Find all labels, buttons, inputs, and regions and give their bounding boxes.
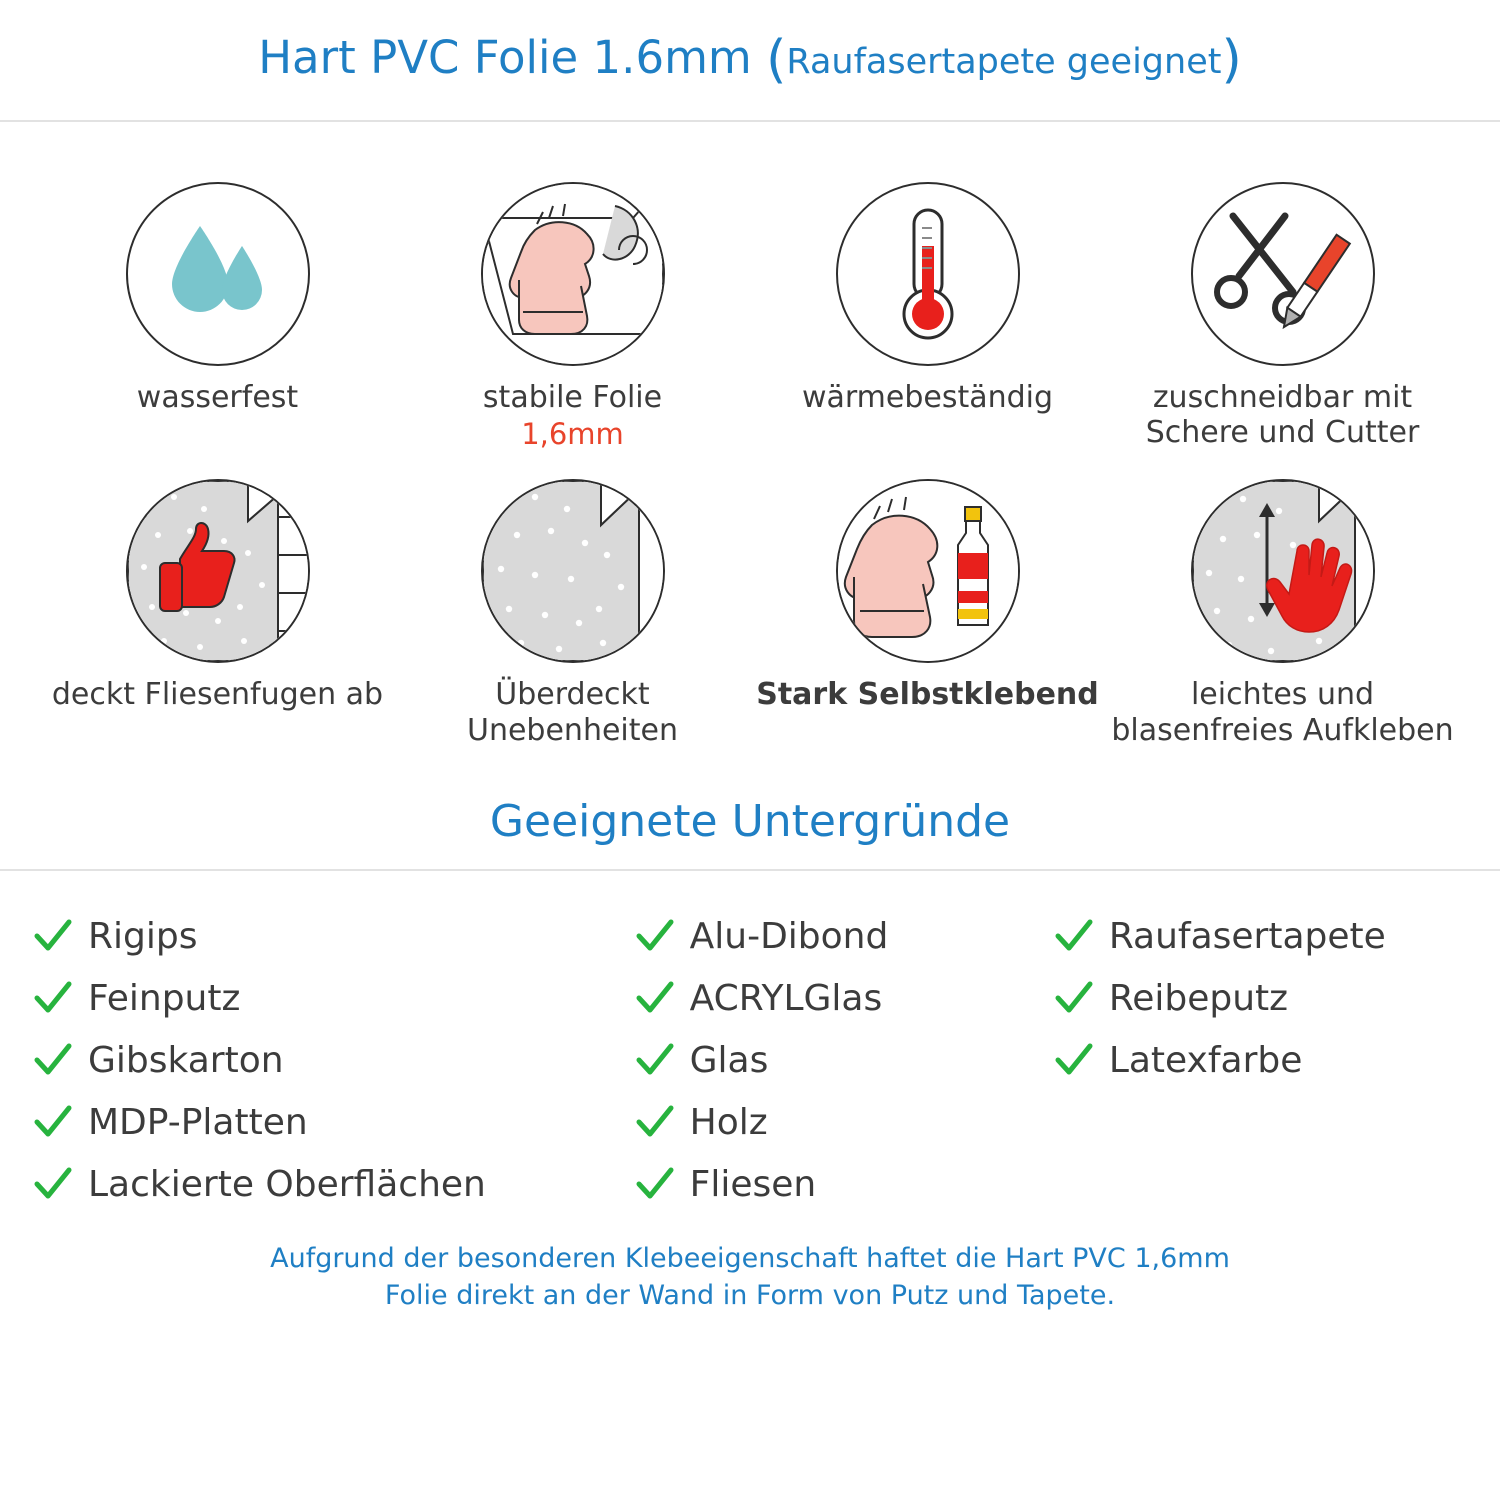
feature-aufkleben <box>1110 479 1455 748</box>
feature-fliesenfugen <box>45 479 390 712</box>
feature-row-1 <box>40 182 1460 451</box>
list-item-label: Gibskarton <box>88 1039 284 1081</box>
feature-zuschneidbar <box>1110 182 1455 451</box>
footer-line-2: Folie direkt an der Wand in Form von Putz und Tapete. <box>384 1279 1116 1311</box>
feature-icon-circle <box>126 182 310 366</box>
list-item <box>30 1091 632 1153</box>
feature-label: leichtes und blasenfreies Aufkleben <box>1111 677 1454 748</box>
paren-open: ( <box>766 30 787 90</box>
list-item-label: Holz <box>689 1101 768 1143</box>
list-item-label: Reibeputz <box>1108 977 1289 1019</box>
list-item <box>632 1029 1051 1091</box>
list-item <box>1051 1029 1470 1091</box>
list-item <box>30 1153 632 1215</box>
footer-note <box>0 1241 1500 1314</box>
hand-smoothing-foil-icon <box>1193 481 1373 661</box>
check-icon <box>632 918 678 954</box>
page-title-sub: Raufasertapete geeignet <box>786 42 1222 82</box>
check-icon <box>30 980 76 1016</box>
feature-label: zuschneidbar mit Schere und Cutter <box>1145 380 1420 451</box>
feature-stabile-folie <box>400 182 745 451</box>
page-title <box>258 30 1242 90</box>
list-item <box>30 905 632 967</box>
thumbs-up-over-tiles-icon <box>128 481 308 661</box>
list-item-label: Feinputz <box>88 977 241 1019</box>
check-icon <box>632 980 678 1016</box>
feature-icon-circle <box>836 182 1020 366</box>
list-item-label: Glas <box>689 1039 769 1081</box>
check-icon <box>632 1104 678 1140</box>
substrate-checklist <box>0 871 1500 1215</box>
feature-label: wärmebeständig <box>801 380 1054 415</box>
feature-unebenheiten <box>400 479 745 748</box>
foil-covering-unevenness-icon <box>483 481 663 661</box>
feature-icon-circle <box>1191 182 1375 366</box>
check-icon <box>1051 918 1097 954</box>
list-item-label: MDP-Platten <box>88 1101 308 1143</box>
feature-icon-circle <box>1191 479 1375 663</box>
section-title: Geeignete Untergründe <box>489 796 1011 848</box>
check-icon <box>30 1104 76 1140</box>
feature-label: Stark Selbstklebend <box>756 677 1099 713</box>
check-icon <box>30 918 76 954</box>
feature-label: Überdeckt Unebenheiten <box>467 677 678 748</box>
feature-icon-circle <box>481 182 665 366</box>
feature-label: stabile Folie <box>482 380 663 415</box>
feature-label: deckt Fliesenfugen ab <box>51 677 384 713</box>
list-item-label: Lackierte Oberflächen <box>88 1163 486 1205</box>
feature-selbstklebend <box>755 479 1100 712</box>
list-item <box>632 1153 1051 1215</box>
footer-line-1: Aufgrund der besonderen Klebeeigenschaft haftet die Hart PVC 1,6mm <box>270 1243 1230 1275</box>
substrate-column-3 <box>1051 905 1470 1215</box>
feature-waermebestaendig <box>755 182 1100 415</box>
list-item <box>30 967 632 1029</box>
flexing-arm-with-glue-icon <box>838 481 1018 661</box>
list-item <box>30 1029 632 1091</box>
list-item-label: Rigips <box>88 915 198 957</box>
list-item-label: Latexfarbe <box>1108 1039 1303 1081</box>
feature-icon-circle <box>126 479 310 663</box>
check-icon <box>1051 1042 1097 1078</box>
feature-icon-circle <box>836 479 1020 663</box>
feature-grid <box>0 122 1500 748</box>
feature-label: wasserfest <box>136 380 299 415</box>
thermometer-icon <box>838 184 1018 364</box>
list-item <box>1051 905 1470 967</box>
list-item-label: ACRYLGlas <box>689 977 883 1019</box>
scissors-and-cutter-icon <box>1193 184 1373 364</box>
list-item-label: Fliesen <box>689 1163 817 1205</box>
paren-close: ) <box>1221 30 1242 90</box>
feature-row-2 <box>40 479 1460 748</box>
substrate-column-1 <box>30 905 632 1215</box>
list-item <box>632 1091 1051 1153</box>
list-item <box>1051 967 1470 1029</box>
check-icon <box>1051 980 1097 1016</box>
check-icon <box>30 1166 76 1202</box>
list-item <box>632 905 1051 967</box>
feature-icon-circle <box>481 479 665 663</box>
flexing-arm-with-foil-icon <box>483 184 663 364</box>
check-icon <box>30 1042 76 1078</box>
check-icon <box>632 1042 678 1078</box>
page-header <box>0 0 1500 122</box>
list-item-label: Raufasertapete <box>1108 915 1386 957</box>
page-title-main: Hart PVC Folie 1.6mm <box>258 31 752 84</box>
section-header <box>0 796 1500 871</box>
feature-wasserfest <box>45 182 390 415</box>
list-item-label: Alu-Dibond <box>689 915 889 957</box>
water-droplets-icon <box>128 184 308 364</box>
feature-sublabel: 1,6mm <box>521 417 624 452</box>
substrate-column-2 <box>632 905 1051 1215</box>
check-icon <box>632 1166 678 1202</box>
list-item <box>632 967 1051 1029</box>
